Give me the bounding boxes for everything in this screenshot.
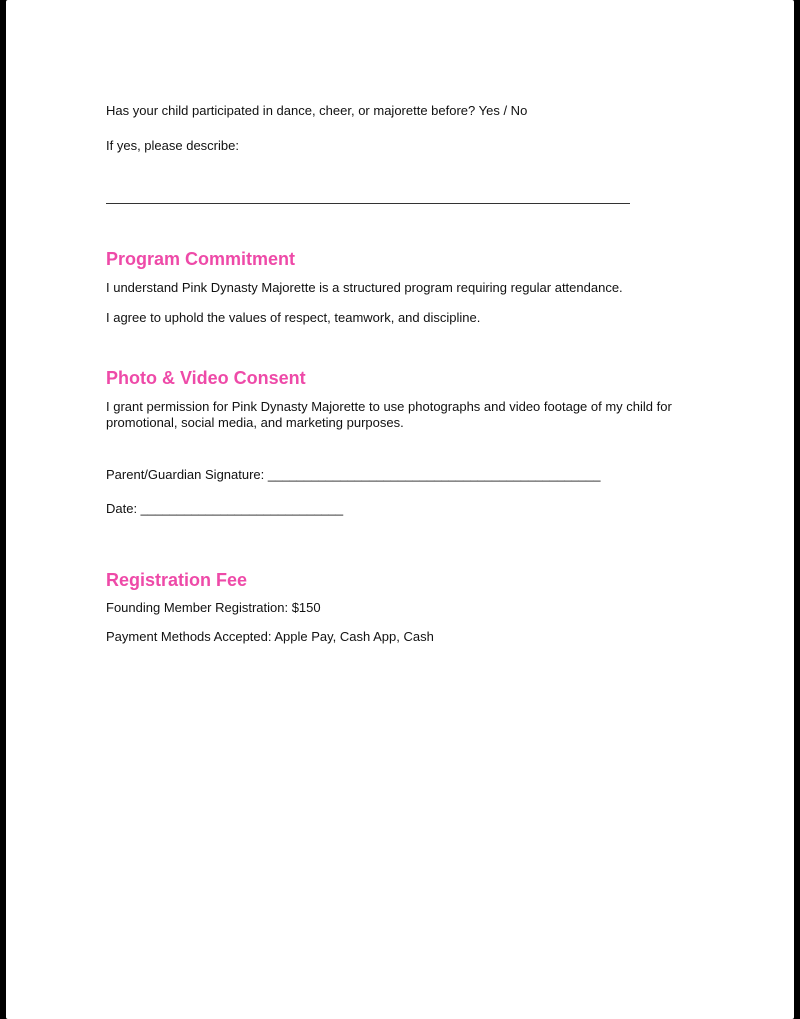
describe-label: If yes, please describe:: [106, 138, 239, 153]
program-commitment-heading: Program Commitment: [106, 249, 296, 269]
document-page: [6, 0, 794, 1019]
payment-methods-line: Payment Methods Accepted: Apple Pay, Cash App, Cash: [106, 629, 434, 644]
photo-consent-statement: I grant permission for Pink Dynasty Majorette to use photographs and video footage of my child for promotional, social media, and marketing purposes.: [106, 399, 672, 430]
registration-fee-heading: Registration Fee: [106, 570, 248, 590]
commitment-statement-1: I understand Pink Dynasty Majorette is a structured program requiring regular attendance.: [106, 280, 623, 295]
date-field[interactable]: Date: ____________________________: [106, 501, 344, 516]
founding-fee-line: Founding Member Registration: $150: [106, 600, 321, 615]
photo-consent-heading: Photo & Video Consent: [106, 368, 306, 388]
describe-answer-line[interactable]: [106, 203, 630, 204]
experience-question: Has your child participated in dance, cheer, or majorette before? Yes / No: [106, 103, 528, 118]
signature-field[interactable]: Parent/Guardian Signature: ______________________________________________: [106, 467, 601, 482]
commitment-statement-2: I agree to uphold the values of respect, teamwork, and discipline.: [106, 310, 481, 325]
